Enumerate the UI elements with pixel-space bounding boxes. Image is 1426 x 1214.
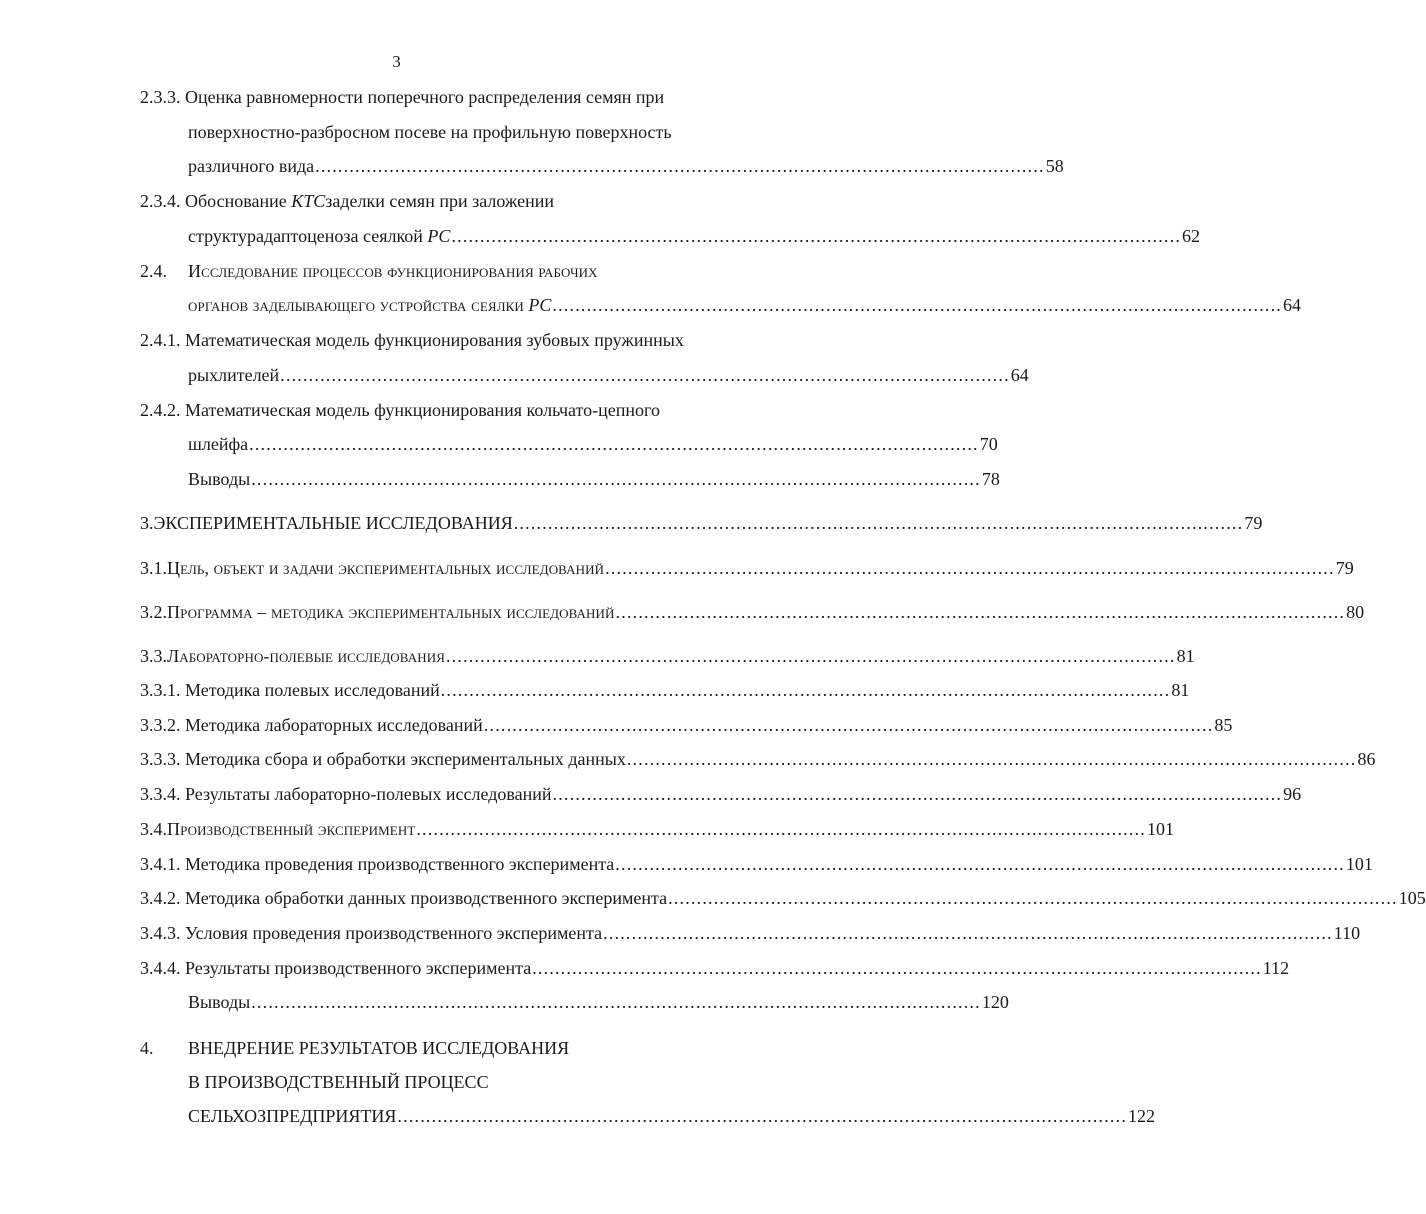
dot-leader: ................................................................................................................................: [451, 226, 1182, 246]
dot-leader: ................................................................................................................................: [249, 434, 979, 454]
toc-entry-2-4-1-line2: [188, 363, 1029, 387]
dot-leader: ................................................................................................................................: [513, 513, 1244, 533]
toc-number: 3.4.: [140, 819, 167, 839]
toc-number: 3.4.4.: [140, 958, 181, 978]
toc-number: 3.2.: [140, 602, 167, 622]
toc-title: поверхностно-разбросном посеве на профильную поверхность: [188, 122, 672, 142]
toc-page: 64: [1010, 365, 1029, 385]
toc-page: 62: [1182, 226, 1201, 246]
toc-title: Математическая модель функционирования зубовых пружинных: [185, 330, 684, 350]
toc-title: рыхлителей: [188, 365, 280, 385]
dot-leader: ................................................................................................................................: [416, 819, 1146, 839]
toc-number: 4.: [140, 1038, 154, 1058]
toc-number: 3.3.4.: [140, 784, 181, 804]
toc-entry-2-4-1[interactable]: [140, 328, 684, 352]
dot-leader: ................................................................................................................................: [483, 715, 1214, 735]
toc-title: Методика обработки данных производственного эксперимента: [185, 888, 668, 908]
toc-title: Исследование процессов функционирования рабочих: [188, 261, 598, 281]
toc-page: 79: [1244, 513, 1263, 533]
toc-entry-3-4[interactable]: [140, 817, 1174, 841]
toc-title: структурадаптоценоза сеялкой: [188, 226, 423, 246]
toc-entry-2-4-2-line2: [188, 432, 998, 456]
toc-title: Результаты производственного эксперимента: [185, 958, 532, 978]
toc-entry-conclusions-2[interactable]: [188, 467, 1000, 491]
toc-entry-2-3-4[interactable]: [140, 189, 554, 213]
toc-number: 2.4.2.: [140, 400, 181, 420]
toc-page: 105: [1398, 888, 1426, 908]
toc-entry-2-4[interactable]: [140, 259, 598, 283]
toc-entry-2-3-3-line2: [188, 120, 672, 144]
toc-number: 3.3.2.: [140, 715, 181, 735]
toc-title: шлейфа: [188, 434, 249, 454]
dot-leader: ................................................................................................................................: [605, 558, 1335, 578]
toc-number: 3.4.1.: [140, 854, 181, 874]
dot-leader: ................................................................................................................................: [615, 854, 1345, 874]
toc-entry-3-3[interactable]: [140, 644, 1195, 668]
dot-leader: ................................................................................................................................: [626, 749, 1357, 769]
toc-entry-2-3-4-line2: [188, 224, 1201, 248]
dot-leader: ................................................................................................................................: [280, 365, 1010, 385]
toc-title: Оценка равномерности поперечного распределения семян при: [185, 87, 665, 107]
toc-page: 86: [1357, 749, 1376, 769]
toc-entry-3-3-4[interactable]: [140, 782, 1302, 806]
toc-title: Методика лабораторных исследований: [185, 715, 483, 735]
toc-title-emphasis: РС: [528, 295, 552, 315]
toc-title: Условия проведения производственного эксперимента: [185, 923, 603, 943]
toc-page: 80: [1346, 602, 1365, 622]
toc-page: 122: [1128, 1106, 1156, 1126]
toc-title: Программа – методика экспериментальных исследований: [167, 602, 615, 622]
toc-page: 81: [1171, 680, 1190, 700]
toc-title: Результаты лабораторно-полевых исследований: [185, 784, 552, 804]
toc-title-emphasis: РС: [427, 226, 451, 246]
toc-entry-3-4-2[interactable]: [140, 886, 1426, 910]
dot-leader: ................................................................................................................................: [440, 680, 1171, 700]
toc-title: различного вида: [188, 156, 315, 176]
dot-leader: ................................................................................................................................: [251, 469, 981, 489]
toc-page: 110: [1333, 923, 1361, 943]
toc-page: 85: [1214, 715, 1233, 735]
toc-entry-2-4-2[interactable]: [140, 398, 660, 422]
toc-title: Выводы: [188, 469, 251, 489]
toc-page: 79: [1335, 558, 1354, 578]
toc-entry-4-line3: [188, 1104, 1156, 1128]
toc-title: СЕЛЬХОЗПРЕДПРИЯТИЯ: [188, 1106, 397, 1126]
dot-leader: ................................................................................................................................: [445, 646, 1176, 666]
toc-title: ЭКСПЕРИМЕНТАЛЬНЫЕ ИССЛЕДОВАНИЯ: [153, 513, 513, 533]
toc-title: Производственный эксперимент: [167, 819, 416, 839]
toc-entry-4[interactable]: [140, 1036, 569, 1060]
toc-number: 3.4.2.: [140, 888, 181, 908]
toc-number: 3.3.3.: [140, 749, 181, 769]
toc-title: Методика полевых исследований: [185, 680, 440, 700]
toc-entry-3-3-1[interactable]: [140, 678, 1190, 702]
toc-number: 3.3.1.: [140, 680, 181, 700]
toc-entry-3-4-1[interactable]: [140, 852, 1373, 876]
toc-entry-2-4-line2: [188, 293, 1301, 317]
toc-number: 3.3.: [140, 646, 167, 666]
toc-number: 2.4.1.: [140, 330, 181, 350]
toc-entry-3-3-2[interactable]: [140, 713, 1233, 737]
toc-page: 120: [981, 992, 1009, 1012]
toc-number: 3.: [140, 513, 154, 533]
toc-title: заделки семян при заложении: [325, 191, 554, 211]
toc-page: 101: [1345, 854, 1373, 874]
dot-leader: ................................................................................................................................: [615, 602, 1346, 622]
toc-page: 96: [1283, 784, 1302, 804]
dot-leader: ................................................................................................................................: [315, 156, 1045, 176]
toc-entry-3-1[interactable]: [140, 556, 1354, 580]
toc-entry-3-4-4[interactable]: [140, 956, 1290, 980]
toc-title: Методика проведения производственного эксперимента: [185, 854, 615, 874]
toc-number: 3.1.: [140, 558, 167, 578]
dot-leader: ................................................................................................................................: [251, 992, 981, 1012]
toc-page: 58: [1045, 156, 1064, 176]
toc-number: 2.3.4.: [140, 191, 181, 211]
toc-page: 78: [981, 469, 1000, 489]
toc-entry-2-3-3-line3: [188, 154, 1064, 178]
toc-title-emphasis: КТС: [291, 191, 326, 211]
toc-page: 64: [1283, 295, 1301, 315]
toc-number: 2.3.3.: [140, 87, 181, 107]
toc-title: Лабораторно-полевые исследования: [167, 646, 445, 666]
dot-leader: ................................................................................................................................: [532, 958, 1262, 978]
toc-title: ВНЕДРЕНИЕ РЕЗУЛЬТАТОВ ИССЛЕДОВАНИЯ: [188, 1038, 570, 1058]
toc-title: Выводы: [188, 992, 251, 1012]
dot-leader: ................................................................................................................................: [397, 1106, 1128, 1126]
toc-number: 2.4.: [140, 261, 167, 281]
toc-entry-3-3-3[interactable]: [140, 747, 1376, 771]
dot-leader: ................................................................................................................................: [668, 888, 1398, 908]
toc-page: 70: [979, 434, 998, 454]
page-number: 3: [392, 52, 401, 71]
dot-leader: ................................................................................................................................: [603, 923, 1333, 943]
toc-page: 112: [1262, 958, 1290, 978]
toc-number: 3.4.3.: [140, 923, 181, 943]
toc-entry-3[interactable]: [140, 511, 1263, 535]
toc-entry-3-4-3[interactable]: [140, 921, 1361, 945]
dot-leader: ................................................................................................................................: [552, 784, 1283, 804]
toc-entry-2-3-3[interactable]: [140, 85, 664, 109]
toc-title: органов заделывающего устройства сеялки: [188, 295, 524, 315]
toc-title: Обоснование: [185, 191, 287, 211]
toc-page: 81: [1176, 646, 1195, 666]
toc-title: В ПРОИЗВОДСТВЕННЫЙ ПРОЦЕСС: [188, 1072, 489, 1092]
dot-leader: ................................................................................................................................: [552, 295, 1282, 315]
toc-title: Математическая модель функционирования кольчато-цепного: [185, 400, 660, 420]
toc-title: Методика сбора и обработки экспериментальных данных: [185, 749, 626, 769]
toc-page: 101: [1146, 819, 1174, 839]
toc-entry-4-line2: [188, 1070, 489, 1094]
toc-title: Цель, объект и задачи экспериментальных исследований: [167, 558, 605, 578]
toc-entry-conclusions-3[interactable]: [188, 990, 1009, 1014]
toc-entry-3-2[interactable]: [140, 600, 1365, 624]
